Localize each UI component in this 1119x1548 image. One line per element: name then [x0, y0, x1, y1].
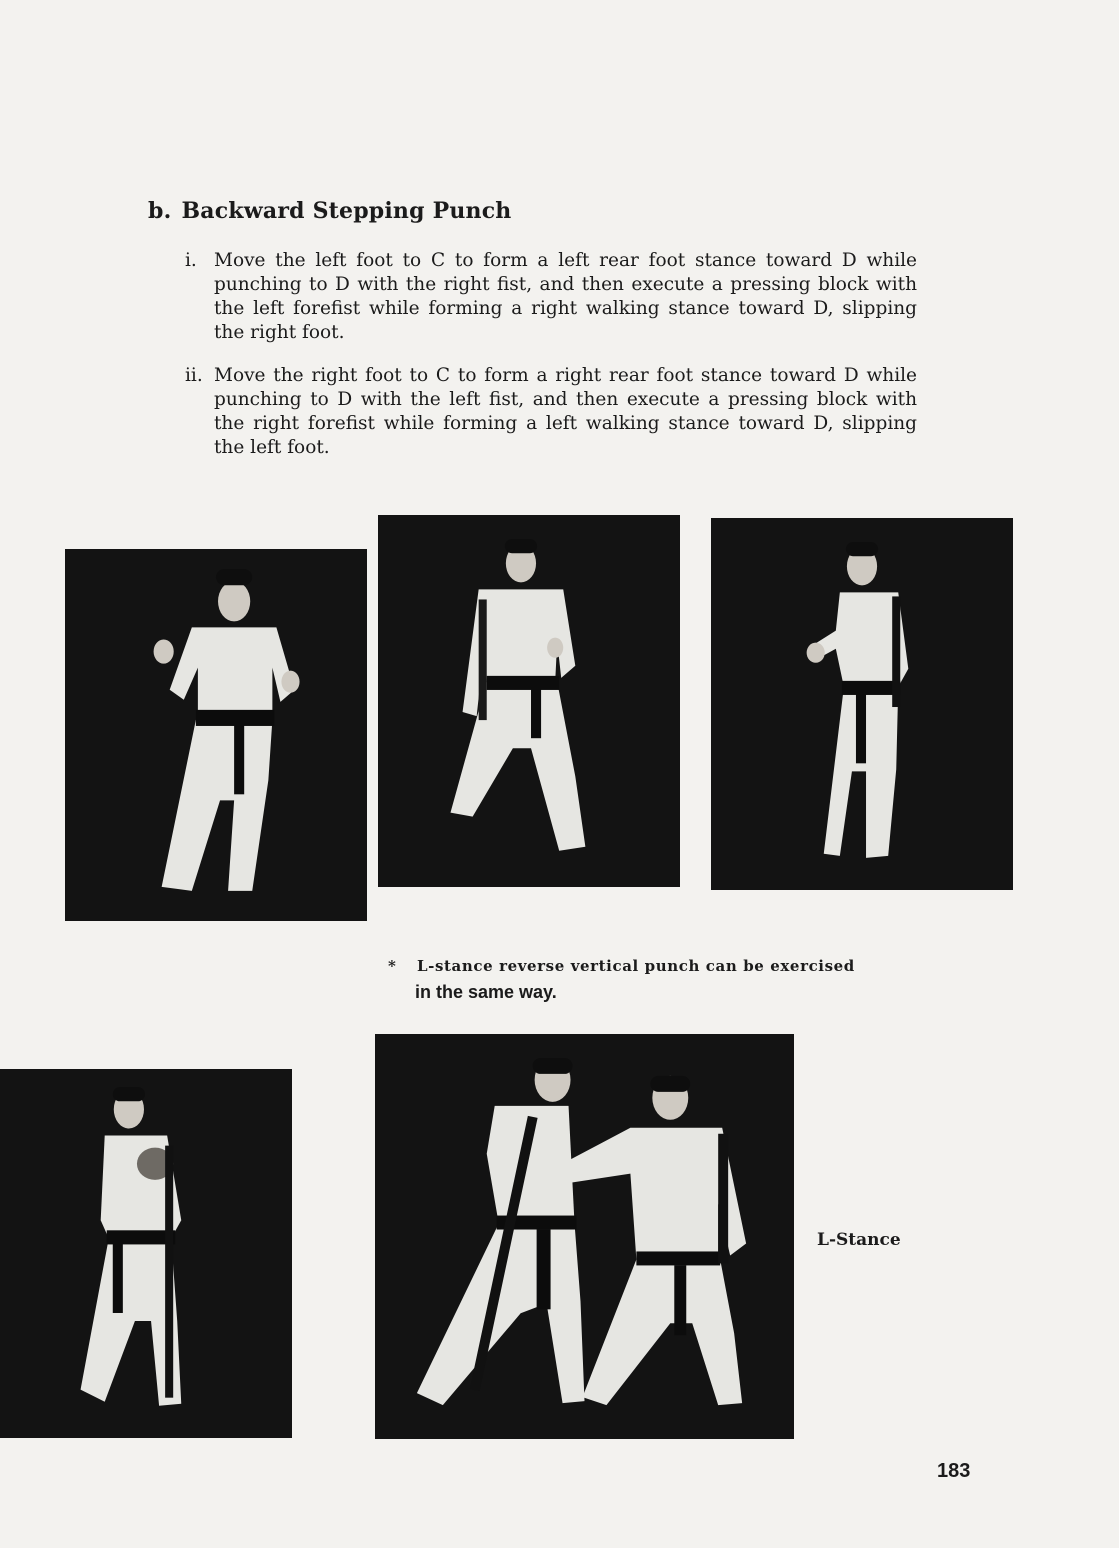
- page-number: 183: [937, 1460, 971, 1482]
- photo-l-stance-punch: [0, 1069, 292, 1438]
- step-number: ii.: [185, 365, 203, 386]
- step-number: i.: [185, 250, 197, 271]
- note-line-2: in the same way.: [415, 982, 557, 1002]
- exercise-note: [388, 956, 855, 1002]
- photo-front-stance: [65, 549, 367, 921]
- photo-rear-foot-stance: [711, 518, 1013, 890]
- step-text: Move the right foot to C to form a right rear foot stance toward D while punching to D with the left fist, and then execute a pressing block with the right forefist while forming a left walking stance toward D, slipping the left foot.: [214, 365, 917, 458]
- section-title: Backward Stepping Punch: [181, 198, 512, 224]
- step-item: [185, 249, 917, 345]
- step-item: [185, 364, 917, 460]
- step-text: Move the left foot to C to form a left rear foot stance toward D while punching to D with the right fist, and then execute a pressing block with the left forefist while forming a right walking stance toward D, slipping the right foot.: [214, 250, 917, 343]
- section-marker: b.: [148, 198, 172, 224]
- section-heading: [148, 198, 512, 224]
- photo-l-stance-pair: [375, 1034, 794, 1439]
- photo-walking-stance: [378, 515, 680, 887]
- figure-caption: L-Stance: [817, 1230, 901, 1250]
- note-bullet: *: [388, 957, 397, 975]
- note-line-1: L-stance reverse vertical punch can be exercised: [417, 957, 855, 975]
